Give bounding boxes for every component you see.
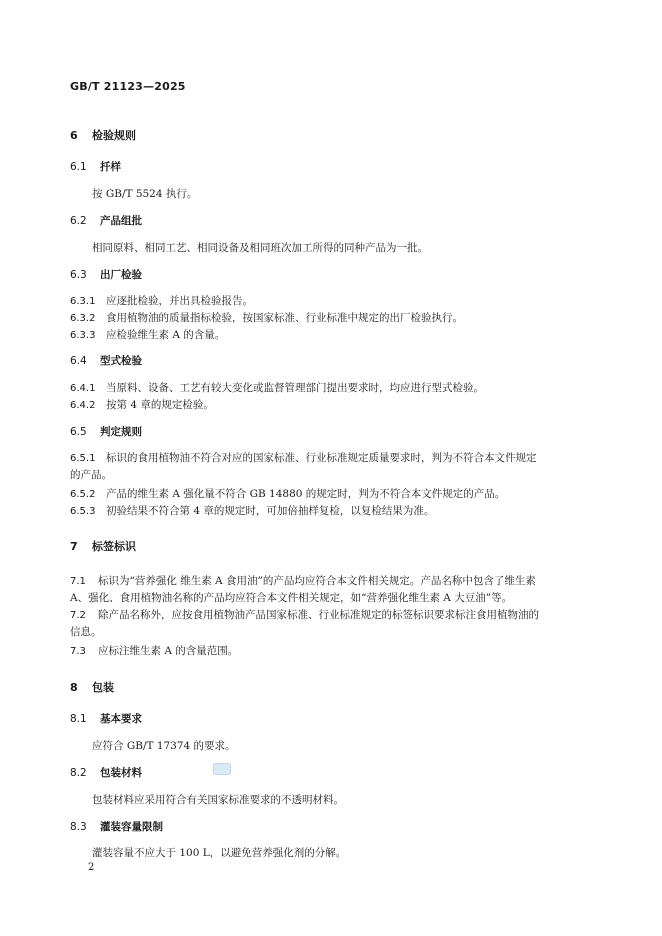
section-8-2-heading (70, 765, 142, 780)
section-title: 判定规则 (100, 426, 142, 438)
section-number: 8 (70, 681, 78, 694)
section-8-heading (70, 679, 114, 695)
clause-6-3-1 (70, 293, 253, 308)
clause-text: 应检验维生素 A 的含量。 (106, 329, 226, 341)
clause-number: 6.5.3 (70, 506, 96, 517)
section-6-3-heading (70, 267, 142, 282)
clause-7-1 (70, 573, 536, 588)
section-number: 7 (70, 540, 78, 553)
clause-number: 6.3.3 (70, 330, 96, 341)
section-6-1-heading (70, 159, 121, 174)
section-number: 8.3 (70, 821, 87, 833)
section-title: 出厂检验 (100, 269, 142, 281)
section-title: 产品组批 (100, 215, 142, 227)
clause-number: 7.3 (70, 646, 86, 657)
clause-6-4-1 (70, 380, 484, 395)
faint-watermark-mark (213, 760, 231, 772)
clause-6-5-3 (70, 503, 434, 518)
clause-text: 按第 4 章的规定检验。 (106, 399, 214, 411)
section-number: 6.3 (70, 269, 87, 281)
section-title: 基本要求 (100, 713, 142, 725)
clause-number: 7.1 (70, 576, 86, 587)
section-6-4-heading (70, 353, 142, 368)
clause-7-1-continuation: A、强化、食用植物油名称的产品均应符合本文件相关规定，如“营养强化维生素 A 大豆油”等。 (70, 592, 513, 604)
section-7-heading (70, 538, 136, 554)
section-8-3-heading (70, 819, 163, 834)
clause-6-5-1-continuation: 的产品。 (70, 469, 112, 481)
section-6-heading (70, 127, 136, 143)
clause-number: 7.2 (70, 610, 86, 621)
clause-7-2 (70, 607, 539, 622)
clause-text: 产品的维生素 A 强化量不符合 GB 14880 的规定时，判为不符合本文件规定的产品。 (106, 488, 506, 500)
section-title: 包装材料 (100, 767, 142, 779)
section-title: 型式检验 (100, 355, 142, 367)
clause-text: 食用植物油的质量指标检验，按国家标准、行业标准中规定的出厂检验执行。 (106, 312, 463, 324)
clause-text-line1: 除产品名称外，应按食用植物油产品国家标准、行业标准规定的标签标识要求标注食用植物油的 (98, 609, 539, 621)
clause-7-2-continuation: 信息。 (70, 626, 102, 638)
section-title: 灌装容量限制 (100, 821, 163, 833)
section-6-5-heading (70, 424, 142, 439)
section-6-2-heading (70, 213, 142, 228)
clause-6-4-2 (70, 397, 214, 412)
clause-number: 6.5.2 (70, 489, 96, 500)
document-header: GB/T 21123—2025 (70, 80, 186, 93)
section-number: 6 (70, 129, 78, 142)
clause-7-3 (70, 643, 238, 658)
clause-number: 6.3.2 (70, 313, 96, 324)
section-6-1-text: 按 GB/T 5524 执行。 (92, 188, 198, 200)
clause-number: 6.4.1 (70, 383, 96, 394)
clause-number: 6.5.1 (70, 453, 96, 464)
clause-text-line1: 标识为“营养强化 维生素 A 食用油”的产品均应符合本文件相关规定。产品名称中包含了维生素 (98, 575, 536, 587)
section-number: 6.4 (70, 355, 87, 367)
clause-6-3-3 (70, 327, 225, 342)
clause-6-5-2 (70, 486, 505, 501)
clause-6-5-1 (70, 450, 537, 465)
section-8-1-text: 应符合 GB/T 17374 的要求。 (92, 740, 236, 752)
page-number: 2 (88, 862, 95, 873)
clause-number: 6.3.1 (70, 296, 96, 307)
section-6-2-text: 相同原料、相同工艺、相同设备及相同班次加工所得的同种产品为一批。 (92, 242, 428, 254)
clause-text-line1: 标识的食用植物油不符合对应的国家标准、行业标准规定质量要求时，判为不符合本文件规定 (106, 452, 537, 464)
section-number: 8.1 (70, 713, 87, 725)
section-number: 6.1 (70, 161, 87, 173)
clause-number: 6.4.2 (70, 400, 96, 411)
section-title: 扦样 (100, 161, 121, 173)
section-title: 包装 (92, 681, 114, 694)
clause-text: 初验结果不符合第 4 章的规定时，可加倍抽样复检，以复检结果为准。 (106, 505, 435, 517)
clause-6-3-2 (70, 310, 463, 325)
clause-text: 当原料、设备、工艺有较大变化或监督管理部门提出要求时，均应进行型式检验。 (106, 382, 484, 394)
section-number: 8.2 (70, 767, 87, 779)
section-number: 6.2 (70, 215, 87, 227)
section-8-2-text: 包装材料应采用符合有关国家标准要求的不透明材料。 (92, 794, 344, 806)
section-8-1-heading (70, 711, 142, 726)
clause-text: 应标注维生素 A 的含量范围。 (98, 645, 239, 657)
section-8-3-text: 灌装容量不应大于 100 L，以避免营养强化剂的分解。 (92, 847, 347, 859)
section-title: 检验规则 (92, 129, 136, 142)
section-number: 6.5 (70, 426, 87, 438)
clause-text: 应逐批检验，并出具检验报告。 (106, 295, 253, 307)
section-title: 标签标识 (92, 540, 136, 553)
